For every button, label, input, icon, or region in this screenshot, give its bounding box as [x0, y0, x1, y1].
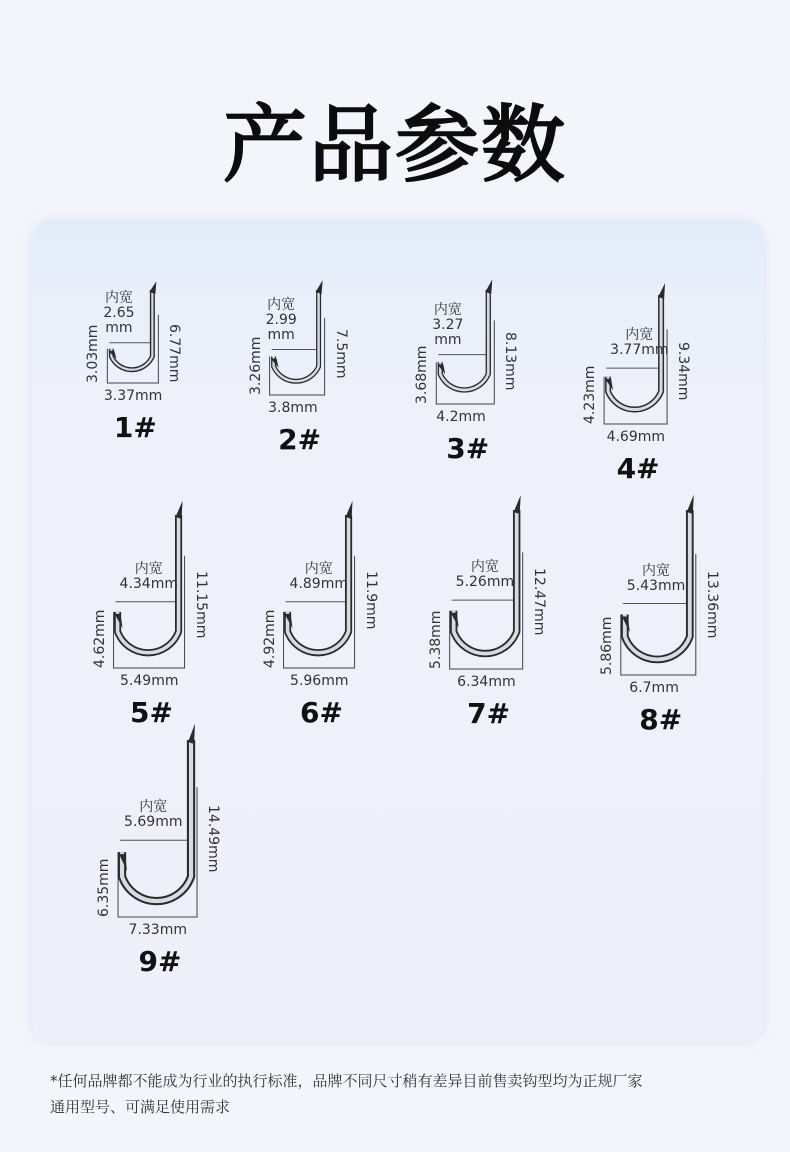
gap-height-label: 3.68mm	[414, 345, 431, 404]
hook-spec-4	[580, 285, 750, 515]
page-title: 产品参数	[222, 96, 567, 194]
inner-width-value: 4.34mm	[119, 575, 178, 592]
inner-width-label	[103, 291, 134, 336]
inner-width-value: 5.69mm	[124, 814, 183, 831]
gap-height-label: 5.86mm	[598, 616, 615, 675]
hook-size-number: 1#	[113, 411, 157, 444]
hook-size-number: 2#	[278, 423, 322, 456]
hook-size-number: 6#	[300, 696, 343, 729]
bottom-width-label: 3.37mm	[103, 388, 163, 404]
hook-spec-8	[590, 500, 760, 736]
hook-size-number: 7#	[467, 697, 511, 730]
inner-width-label	[456, 560, 514, 590]
hook-spec-1	[85, 289, 260, 520]
inner-width-label	[120, 562, 178, 592]
hook-tip	[658, 283, 665, 299]
footnote-line-2: 通用型号、可满足使用需求	[50, 1098, 231, 1116]
inner-width-value: 4.89mm	[289, 575, 348, 592]
inner-width-caption: 内宽	[134, 560, 163, 577]
total-height-label: 6.77mm	[166, 324, 183, 383]
inner-width-unit: mm	[267, 326, 295, 343]
gap-height-label: 5.38mm	[427, 610, 444, 669]
inner-width-caption: 内宽	[304, 560, 333, 577]
hook-spec-5	[85, 505, 255, 735]
bottom-width-label: 7.33mm	[128, 922, 187, 938]
inner-width-unit: mm	[105, 319, 133, 336]
gap-height-label: 4.92mm	[261, 609, 278, 668]
inner-width-value: 2.65	[103, 304, 135, 321]
total-height-label: 12.47mm	[530, 568, 547, 636]
inner-width-value: 3.77mm	[610, 342, 669, 359]
bottom-width-label: 5.96mm	[290, 673, 349, 689]
inner-width-caption: 内宽	[104, 289, 133, 306]
footnote-line-1: *任何品牌都不能成为行业的执行标准，品牌不同尺寸稍有差异目前售卖钩型均为正规厂家	[50, 1072, 643, 1090]
gap-height-label: 3.26mm	[247, 336, 264, 395]
bottom-width-label: 5.49mm	[120, 673, 179, 689]
gap-height-label: 3.03mm	[85, 324, 102, 383]
inner-width-caption: 内宽	[642, 562, 671, 579]
hook-spec-9	[85, 730, 255, 978]
hook-drawing	[580, 285, 750, 515]
hook-size-number: 9#	[138, 945, 182, 978]
inner-width-label	[627, 564, 685, 594]
gap-height-label: 6.35mm	[96, 858, 113, 917]
total-height-label: 11.15mm	[192, 571, 209, 639]
inner-width-label	[432, 303, 463, 348]
inner-width-caption: 内宽	[433, 301, 462, 318]
hook-spec-6	[255, 505, 425, 735]
total-height-label: 7.5mm	[332, 328, 349, 379]
hook-drawing	[420, 500, 590, 730]
total-height-label: 9.34mm	[675, 342, 692, 401]
hook-spec-7	[420, 500, 590, 730]
hook-size-number: 4#	[616, 452, 660, 485]
gap-height-label: 4.62mm	[91, 609, 108, 668]
inner-width-value: 5.43mm	[626, 577, 686, 594]
hook-size-number: 5#	[130, 696, 173, 729]
bottom-width-label: 4.69mm	[606, 429, 666, 445]
footnote	[50, 1068, 750, 1120]
inner-width-label	[610, 328, 668, 358]
total-height-label: 14.49mm	[205, 804, 222, 873]
bottom-width-label: 4.2mm	[436, 409, 486, 425]
bottom-width-label: 6.7mm	[629, 680, 679, 696]
total-height-label: 8.13mm	[502, 331, 519, 391]
inner-width-caption: 内宽	[267, 296, 296, 313]
total-height-label: 11.9mm	[362, 571, 379, 630]
inner-width-label	[290, 562, 348, 592]
inner-width-unit: mm	[434, 331, 462, 348]
bottom-width-label: 6.34mm	[457, 674, 516, 690]
hook-size-number: 3#	[446, 432, 490, 465]
gap-height-label: 4.23mm	[582, 365, 599, 424]
inner-width-value: 5.26mm	[455, 574, 515, 591]
panel-glow	[32, 220, 764, 290]
total-height-label: 13.36mm	[703, 570, 720, 638]
hook-spec-3	[415, 290, 585, 520]
inner-width-caption: 内宽	[470, 559, 499, 576]
bottom-width-label: 3.8mm	[268, 400, 318, 416]
inner-width-label	[124, 800, 182, 830]
inner-width-value: 3.27	[432, 316, 464, 333]
inner-width-label	[266, 298, 297, 343]
inner-width-caption: 内宽	[139, 799, 168, 816]
hook-spec-2	[247, 290, 420, 520]
inner-width-caption: 内宽	[625, 327, 654, 344]
hook-size-number: 8#	[639, 703, 683, 736]
inner-width-value: 2.99	[265, 311, 297, 328]
